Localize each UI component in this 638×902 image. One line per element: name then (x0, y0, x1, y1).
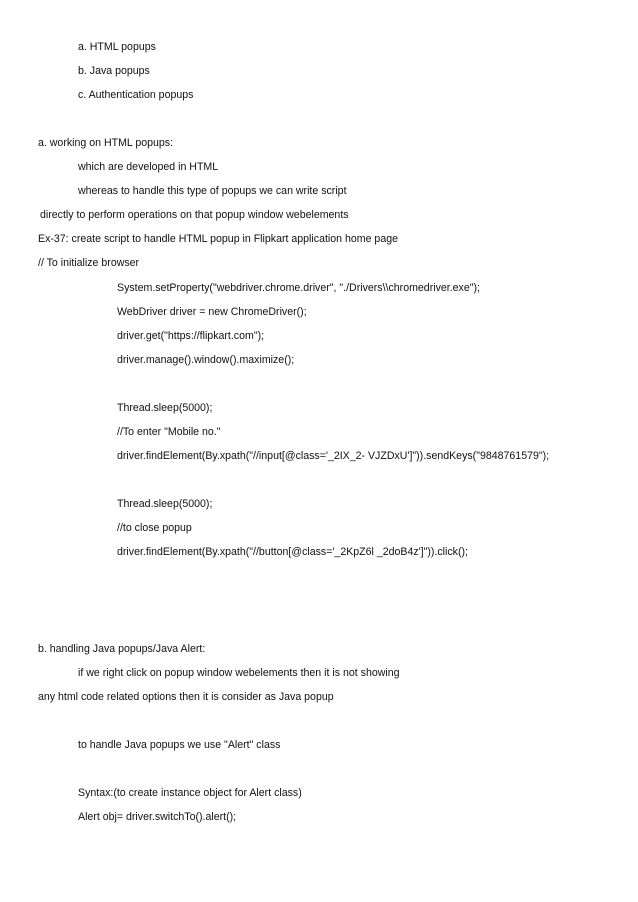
paragraph-line: directly to perform operations on that popup window webelements (40, 209, 349, 221)
paragraph-line: if we right click on popup window webelements then it is not showing (78, 667, 400, 679)
paragraph-line: any html code related options then it is consider as Java popup (38, 691, 334, 703)
example-heading: Ex-37: create script to handle HTML popup in Flipkart application home page (38, 233, 398, 245)
paragraph-line: whereas to handle this type of popups we can write script (78, 185, 347, 197)
code-line: Thread.sleep(5000); (117, 402, 213, 414)
list-item-java-popups: b. Java popups (78, 65, 150, 77)
list-item-authentication-popups: c. Authentication popups (78, 89, 194, 101)
section-heading-html-popups: a. working on HTML popups: (38, 137, 174, 149)
code-comment: // To initialize browser (38, 257, 140, 269)
code-line: Thread.sleep(5000); (117, 498, 213, 510)
code-comment: //to close popup (117, 522, 192, 534)
code-comment: //To enter "Mobile no." (117, 426, 221, 438)
code-line: driver.manage().window().maximize(); (117, 354, 295, 366)
code-line: Alert obj= driver.switchTo().alert(); (78, 811, 237, 823)
code-line: WebDriver driver = new ChromeDriver(); (117, 306, 307, 318)
section-heading-java-popups: b. handling Java popups/Java Alert: (38, 643, 206, 655)
syntax-line: Syntax:(to create instance object for Alert class) (78, 787, 302, 799)
code-line: driver.get("https://flipkart.com"); (117, 330, 265, 342)
paragraph-line: which are developed in HTML (78, 161, 219, 173)
code-line: System.setProperty("webdriver.chrome.driver", "./Drivers\\chromedriver.exe"); (117, 282, 480, 294)
paragraph-line: to handle Java popups we use "Alert" class (78, 739, 281, 751)
code-line: driver.findElement(By.xpath("//button[@class='_2KpZ6l _2doB4z']")).click(); (117, 546, 468, 558)
list-item-html-popups: a. HTML popups (78, 41, 156, 53)
code-line: driver.findElement(By.xpath("//input[@class='_2IX_2- VJZDxU']")).sendKeys("9848761579"); (117, 450, 550, 462)
